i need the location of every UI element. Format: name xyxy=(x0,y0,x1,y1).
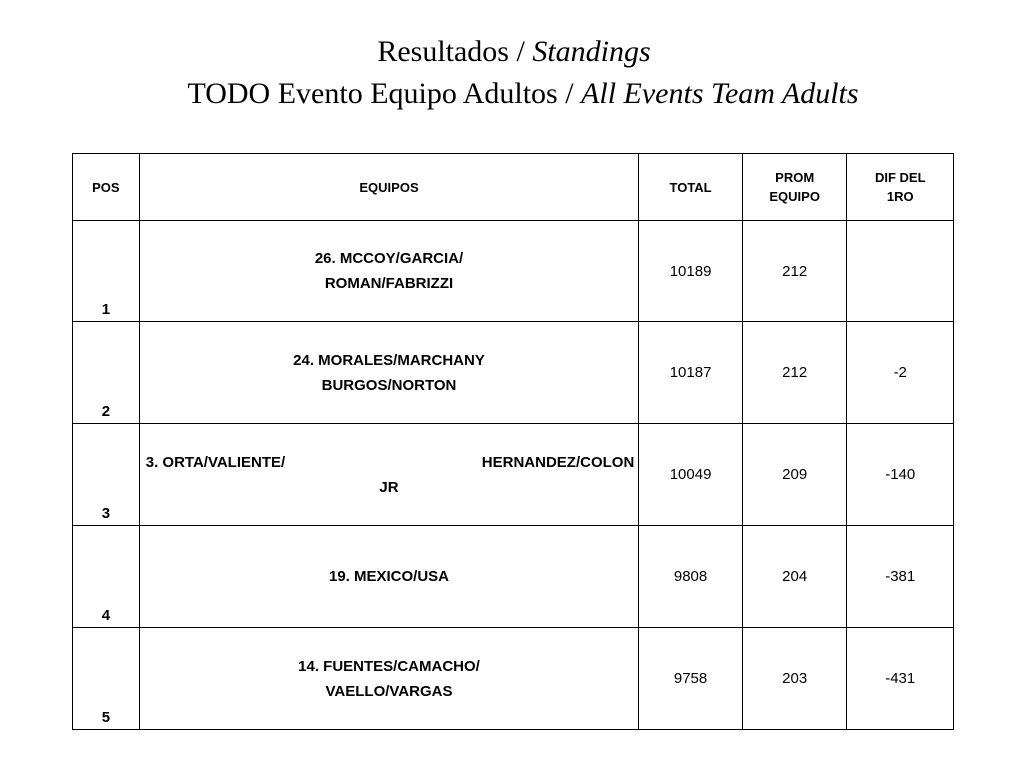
header-avg xyxy=(742,154,847,221)
team-line-2: JR xyxy=(379,478,399,496)
team-line-2: ROMAN/FABRIZZI xyxy=(324,275,454,292)
team-cell xyxy=(139,221,639,322)
total-cell: 9808 xyxy=(639,526,743,628)
avg-cell: 212 xyxy=(742,221,847,322)
pos-cell xyxy=(73,628,140,730)
header-row xyxy=(73,154,954,221)
pos-cell xyxy=(73,322,140,424)
diff-cell xyxy=(847,221,954,322)
diff-cell: -431 xyxy=(847,628,954,730)
total-cell: 10187 xyxy=(639,322,743,424)
pos-value: 2 xyxy=(101,403,111,420)
avg-cell: 209 xyxy=(742,424,847,526)
total-cell: 10189 xyxy=(639,221,743,322)
table-row xyxy=(73,628,954,730)
pos-value: 1 xyxy=(101,301,111,318)
team-line-1a: 3. ORTA/VALIENTE/ xyxy=(145,453,286,471)
pos-cell xyxy=(73,221,140,322)
header-team: EQUIPOS xyxy=(139,154,639,221)
table-row xyxy=(73,322,954,424)
team-line-2: VAELLO/VARGAS xyxy=(325,682,453,700)
team-line-1: 24. MORALES/MARCHANY xyxy=(293,351,485,369)
pos-cell xyxy=(73,526,140,628)
team-line-2: BURGOS/NORTON xyxy=(321,376,457,394)
pos-value: 5 xyxy=(101,709,111,726)
team-cell xyxy=(139,424,639,526)
header-avg-line1: PROM xyxy=(775,170,815,185)
title-2-plain: TODO Evento Equipo Adultos / xyxy=(187,77,582,110)
diff-cell: -2 xyxy=(847,322,954,424)
diff-cell: -381 xyxy=(847,526,954,628)
header-diff-line1: DIF DEL xyxy=(874,170,926,185)
title-line-1 xyxy=(0,34,1024,70)
diff-cell: -140 xyxy=(847,424,954,526)
team-line-1: 14. FUENTES/CAMACHO/ xyxy=(298,657,480,675)
header-total: TOTAL xyxy=(639,154,743,221)
header-avg-line2: EQUIPO xyxy=(769,189,820,204)
team-line-1 xyxy=(140,450,639,475)
total-cell: 9758 xyxy=(639,628,743,730)
pos-value: 4 xyxy=(101,607,111,624)
standings-table xyxy=(72,153,954,730)
team-cell xyxy=(139,322,639,424)
title-2-italic: All Events Team Adults xyxy=(581,77,859,110)
header-diff-line2: 1RO xyxy=(886,189,914,204)
avg-cell: 212 xyxy=(742,322,847,424)
avg-cell: 204 xyxy=(742,526,847,628)
team-cell xyxy=(139,526,639,628)
header-diff xyxy=(847,154,954,221)
team-line-1: 26. MCCOY/GARCIA/ xyxy=(314,250,464,267)
title-1-plain: Resultados / xyxy=(377,35,533,68)
total-cell: 10049 xyxy=(639,424,743,526)
pos-cell xyxy=(73,424,140,526)
avg-cell: 203 xyxy=(742,628,847,730)
title-1-italic: Standings xyxy=(532,35,651,68)
team-line-1: 19. MEXICO/USA xyxy=(328,568,450,585)
table-row xyxy=(73,424,954,526)
title-line-2 xyxy=(0,76,1024,112)
pos-value: 3 xyxy=(101,505,111,522)
header-pos: POS xyxy=(73,154,140,221)
table-row xyxy=(73,221,954,322)
table-row xyxy=(73,526,954,628)
team-cell xyxy=(139,628,639,730)
team-line-1b: HERNANDEZ/COLON xyxy=(481,453,635,471)
